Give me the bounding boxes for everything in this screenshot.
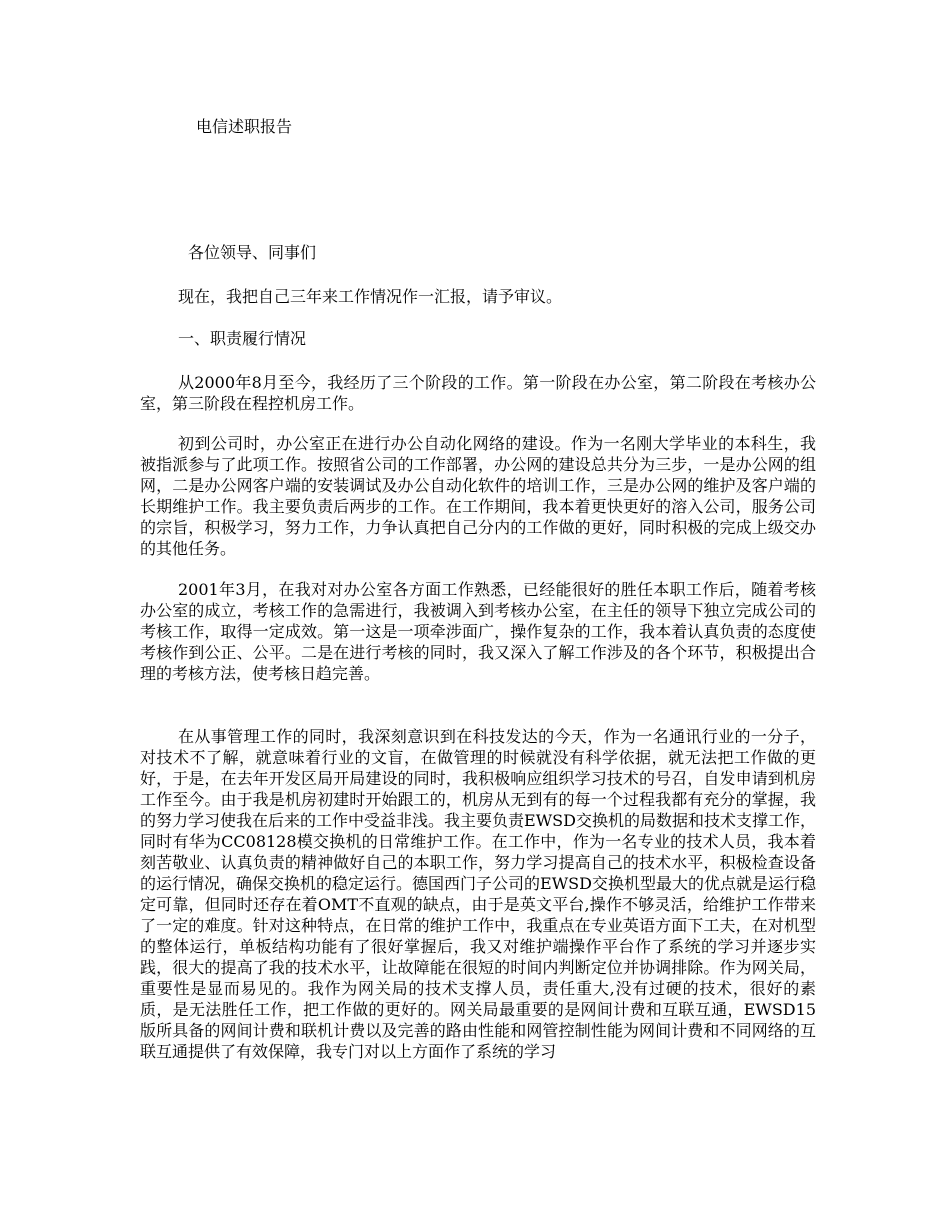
section-heading: 一、职责履行情况 [178,329,307,348]
document-title: 电信述职报告 [196,117,293,136]
body-paragraph: 2001年3月，在我对对办公室各方面工作熟悉，已经能很好的胜任本职工作后，随着考核办公室的成立，考核工作的急需进行，我被调入到考核办公室，在主任的领导下独立完成公司的考核工作，取得一定成效。第一这是一项牵涉面广，操作复杂的工作，我本着认真负责的态度使考核作到公正、公平。二是在进行考核的同时，我又深入了解工作涉及的各个环节，积极提出合理的考核方法，使考核日趋完善。 [140,580,816,683]
body-paragraph: 在从事管理工作的同时，我深刻意识到在科技发达的今天，作为一名通讯行业的一分子，对技术不了解，就意味着行业的文盲，在做管理的时候就没有科学依据，就无法把工作做的更好，于是，在去年开发区局开局建设的同时，我积极响应组织学习技术的号召，自发申请到机房工作至今。由于我是机房初建时开始跟工的，机房从无到有的每一个过程我都有充分的掌握，我的努力学习使我在后来的工作中受益非浅。我主要负责EWSD交换机的局数据和技术支撑工作，同时有华为CC08128模交换机的日常维护工作。在工作中，作为一名专业的技术人员，我本着刻苦敬业、认真负责的精神做好自己的本职工作，努力学习提高自己的技术水平，积极检查设备的运行情况，确保交换机的稳定运行。德国西门子公司的EWSD交换机型最大的优点就是运行稳定可靠，但同时还存在着OMT不直观的缺点，由于是英文平台,操作不够灵活，给维护工作带来了一定的难度。针对这种特点，在日常的维护工作中，我重点在专业英语方面下工夫，在对机型的整体运行，单板结构功能有了很好掌握后，我又对维护端操作平台作了系统的学习并逐步实践，很大的提高了我的技术水平，让故障能在很短的时间内判断定位并协调排除。作为网关局，重要性是显而易见的。我作为网关局的技术支撑人员，责任重大,没有过硬的技术，很好的素质，是无法胜任工作，把工作做的更好的。网关局最重要的是网间计费和互联互通，EWSD15版所具备的网间计费和联机计费以及完善的路由性能和网管控制性能为网间计费和不同网络的互联互通提供了有效保障，我专门对以上方面作了系统的学习 [140,727,816,1061]
intro-line: 现在，我把自己三年来工作情况作一汇报，请予审议。 [178,287,563,306]
salutation: 各位领导、同事们 [188,243,317,262]
body-paragraph: 从2000年8月至今，我经历了三个阶段的工作。第一阶段在办公室，第二阶段在考核办公室，第三阶段在程控机房工作。 [140,373,816,413]
body-paragraph: 初到公司时，办公室正在进行办公自动化网络的建设。作为一名刚大学毕业的本科生，我被指派参与了此项工作。按照省公司的工作部署，办公网的建设总共分为三步，一是办公网的组网，二是办公网客户端的安装调试及办公自动化软件的培训工作，三是办公网的维护及客户端的长期维护工作。我主要负责后两步的工作。在工作期间，我本着更快更好的溶入公司，服务公司的宗旨，积极学习，努力工作，力争认真把自己分内的工作做的更好，同时积极的完成上级交办的其他任务。 [140,434,816,558]
